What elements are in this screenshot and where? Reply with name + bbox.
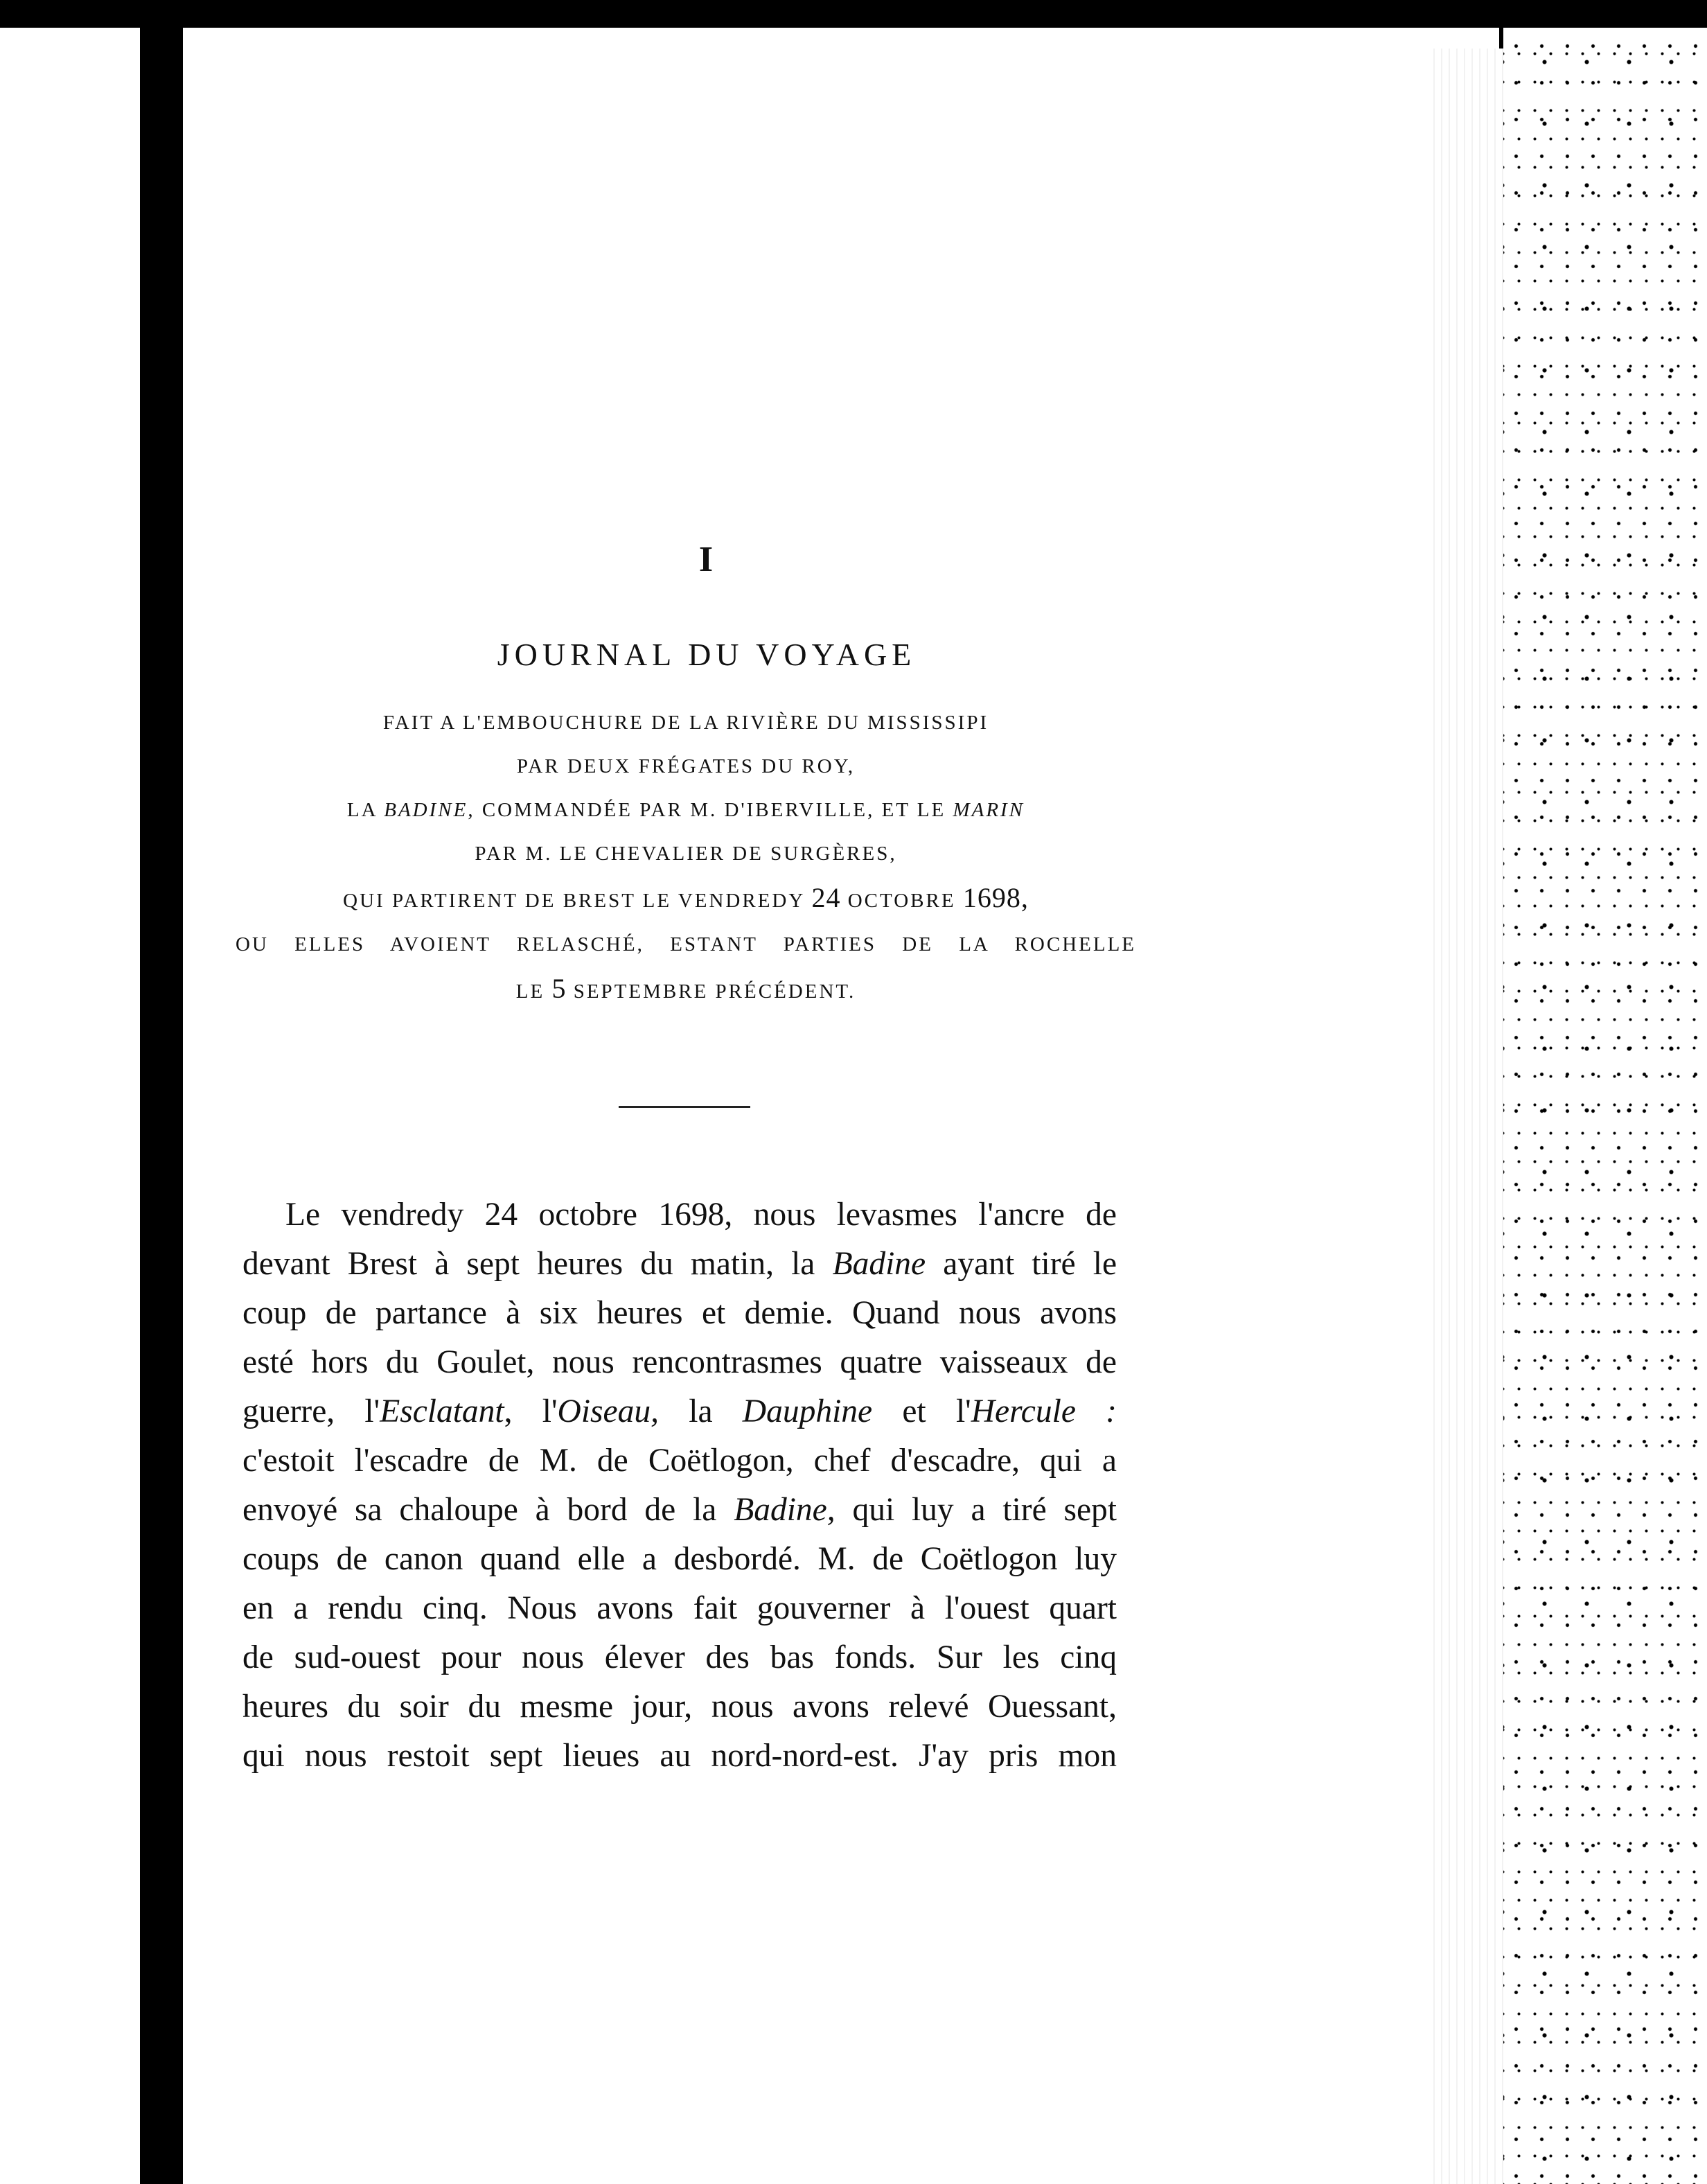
text-segment: , l': [504, 1393, 558, 1429]
ship-name: Dauphine: [742, 1393, 873, 1429]
ship-name: MARIN: [953, 799, 1025, 821]
body-paragraph: [242, 1190, 1117, 1781]
subtitle-number: 1698,: [962, 882, 1029, 913]
subtitle-text: SEPTEMBRE PRÉCÉDENT.: [573, 980, 856, 1003]
text-line: Le vendredy 24 octobre 1698, nous levasmes l'ancre de: [285, 1197, 1117, 1233]
subtitle-line: [236, 789, 1136, 832]
text-line: [242, 1240, 1117, 1289]
text-segment: guerre, l': [242, 1393, 380, 1429]
ship-name: Badine: [832, 1246, 926, 1282]
subtitle-line: OU ELLES AVOIENT RELASCHÉ, ESTANT PARTIES DE LA ROCHELLE: [236, 933, 1136, 956]
text-segment: envoyé sa chaloupe à bord de la: [242, 1492, 717, 1528]
text-line: [242, 1486, 1117, 1535]
text-segment: et l': [902, 1393, 971, 1429]
chapter-number: I: [698, 540, 715, 579]
subtitle-line: [236, 876, 1136, 923]
text-line: qui nous restoit sept lieues au nord-nord-est. J'ay pris mon: [242, 1738, 1117, 1774]
section-divider: [619, 1106, 750, 1108]
subtitle-number: 5: [551, 973, 567, 1004]
text-line: heures du soir du mesme jour, nous avons relevé Ouessant,: [242, 1689, 1117, 1725]
text-line: esté hors du Goulet, nous rencontrasmes quatre vaisseaux de: [242, 1344, 1117, 1380]
text-line: [242, 1387, 1117, 1436]
book-page: [183, 28, 1499, 2184]
ship-name: Esclatant: [380, 1393, 504, 1429]
text-segment: qui luy a tiré sept: [852, 1492, 1117, 1528]
text-segment: devant Brest à sept heures du matin, la: [242, 1246, 815, 1282]
subtitle-text: QUI PARTIRENT DE BREST LE VENDREDY: [343, 890, 805, 912]
subtitle-line: PAR M. LE CHEVALIER DE SURGÈRES,: [475, 843, 897, 865]
text-line: coup de partance à six heures et demie. Quand nous avons: [242, 1295, 1117, 1331]
subtitle-line: [236, 967, 1136, 1014]
book-gutter: [140, 0, 183, 2184]
subtitle-text: OCTOBRE: [847, 890, 956, 912]
chapter-title: JOURNAL DU VOYAGE: [497, 637, 917, 672]
ship-name: BADINE: [384, 799, 468, 821]
subtitle-text: LA: [346, 799, 377, 821]
text-line: c'estoit l'escadre de M. de Coëtlogon, chef d'escadre, qui a: [242, 1443, 1117, 1479]
left-page-edge: [0, 28, 140, 2184]
text-segment: ayant tiré le: [943, 1246, 1117, 1282]
ship-name: Badine,: [734, 1492, 835, 1528]
page-edges: [1427, 49, 1503, 2184]
subtitle-text: , COMMANDÉE PAR M. D'IBERVILLE, ET LE: [468, 799, 946, 821]
subtitle-text: LE: [515, 980, 545, 1003]
subtitle-line: FAIT A L'EMBOUCHURE DE LA RIVIÈRE DU MISSISSIPI: [382, 712, 989, 734]
subtitle-number: 24: [811, 882, 841, 913]
ship-name: Hercule :: [971, 1393, 1117, 1429]
text-line: de sud-ouest pour nous élever des bas fonds. Sur les cinq: [242, 1639, 1117, 1675]
text-segment: la: [689, 1393, 713, 1429]
text-line: coups de canon quand elle a desbordé. M. de Coëtlogon luy: [242, 1541, 1117, 1577]
scan-background-speckle: [1503, 28, 1707, 2184]
subtitle-line: PAR DEUX FRÉGATES DU ROY,: [516, 755, 856, 777]
ship-name: Oiseau,: [557, 1393, 659, 1429]
text-line: en a rendu cinq. Nous avons fait gouverner à l'ouest quart: [242, 1590, 1117, 1626]
chapter-subtitle: [236, 701, 1136, 1014]
